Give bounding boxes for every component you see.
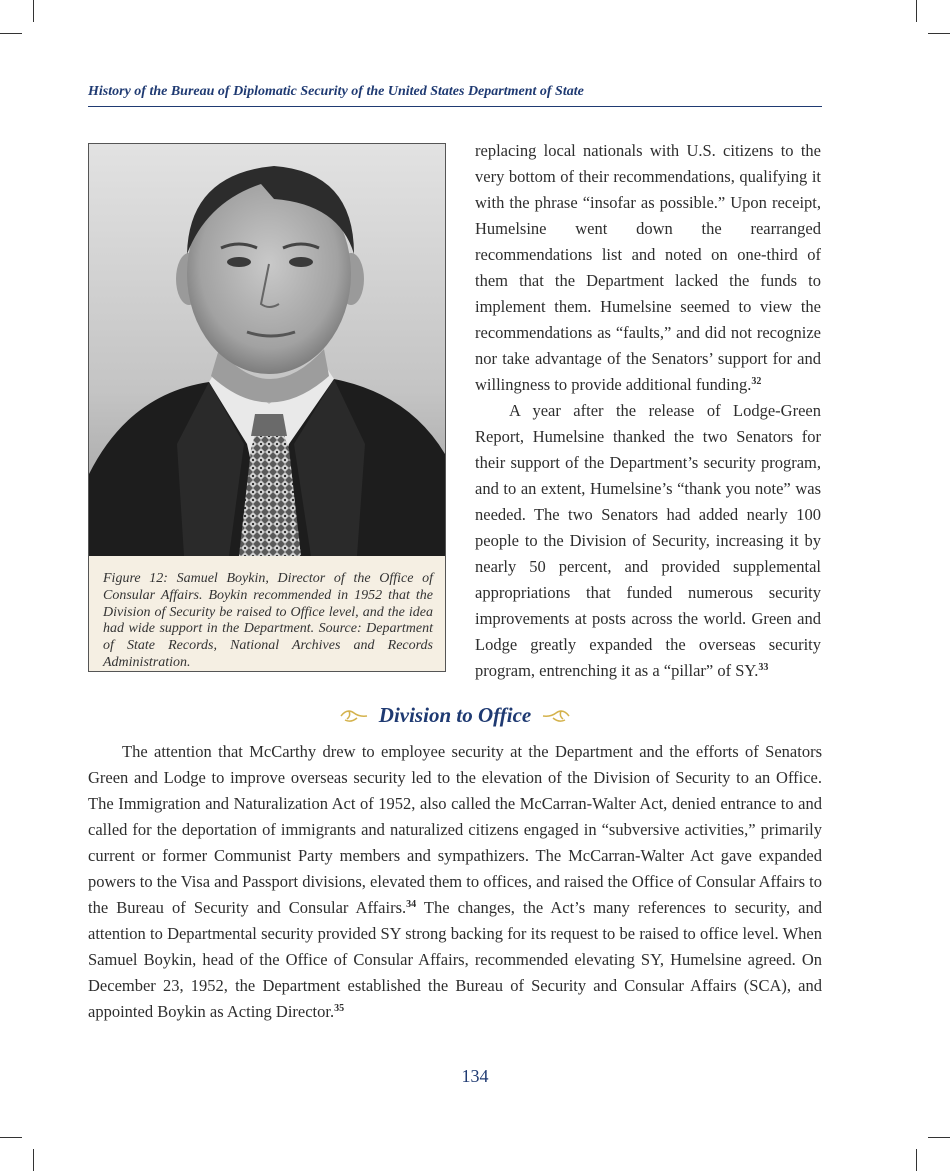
section-heading bbox=[88, 703, 822, 733]
paragraph-text: A year after the release of Lodge-Green Report, Humelsine thanked the two Senators for their support of the Department’s security program, and to an extent, Humelsine’s “thank you note” was needed. The two Senators had added nearly 100 people to the Division of Security, increasing it by nearly 50 percent, and provided supplemental appropriations that funded numerous security improvements at posts across the world. Green and Lodge greatly expanded the overseas security program, entrenching it as a “pillar” of SY. bbox=[475, 401, 821, 680]
running-header: History of the Bureau of Diplomatic Security of the United States Department of State bbox=[88, 84, 584, 99]
header-rule bbox=[88, 106, 822, 107]
paragraph-text: The attention that McCarthy drew to employee security at the Department and the efforts of Senators Green and Lodge to improve overseas security led to the elevation of the Division of Security to an Office. The Immigration and Naturalization Act of 1952, also called the McCarran-Walter Act, denied entrance to and called for the deportation of immigrants and naturalized citizens engaged in “subversive activities,” primarily current or former Communist Party members and sympathizers. The McCarran-Walter Act gave expanded powers to the Visa and Passport divisions, elevated them to offices, and raised the Office of Consular Affairs to the Bureau of Security and Consular Affairs. bbox=[88, 742, 822, 917]
crop-mark bbox=[0, 1137, 22, 1138]
paragraph-text: replacing local nationals with U.S. citizens to the very bottom of their recommendations, qualifying it with the phrase “insofar as possible.” Upon receipt, Humelsine went down the rearranged recommendations list and noted on one-third of them that the Department lacked the funds to implement them. Humelsine seemed to view the recommendations as “faults,” and did not recognize nor take advantage of the Senators’ support for and willingness to provide additional funding. bbox=[475, 141, 821, 394]
left-flourish-icon bbox=[339, 707, 369, 725]
crop-mark bbox=[0, 33, 22, 34]
right-column bbox=[475, 138, 821, 684]
endnote-ref: 32 bbox=[751, 376, 762, 387]
portrait-photo bbox=[89, 144, 445, 556]
crop-mark bbox=[928, 1137, 950, 1138]
crop-mark bbox=[916, 1149, 917, 1171]
crop-mark bbox=[33, 1149, 34, 1171]
section-title: Division to Office bbox=[378, 703, 532, 727]
main-paragraph bbox=[88, 739, 822, 1025]
paragraph bbox=[475, 398, 821, 684]
figure-caption: Figure 12: Samuel Boykin, Director of the Office of Consular Affairs. Boykin recommended in 1952 that the Division of Security be raised to Office level, and the idea had wide support in the Department. Source: Department of State Records, National Archives and Records Administration. bbox=[103, 571, 433, 670]
endnote-ref: 34 bbox=[406, 899, 417, 910]
paragraph-text: The changes, the Act’s many references to security, and attention to Departmental security provided SY strong backing for its request to be raised to office level. When Samuel Boykin, head of the Office of Consular Affairs, recommended elevating SY, Humelsine agreed. On December 23, 1952, the Department established the Bureau of Security and Consular Affairs (SCA), and appointed Boykin as Acting Director. bbox=[88, 898, 822, 1021]
page-number: 134 bbox=[461, 1066, 489, 1086]
crop-mark bbox=[33, 0, 34, 22]
endnote-ref: 33 bbox=[758, 662, 769, 673]
figure-12 bbox=[88, 143, 446, 672]
right-flourish-icon bbox=[541, 707, 571, 725]
crop-mark bbox=[916, 0, 917, 22]
crop-mark bbox=[928, 33, 950, 34]
paragraph bbox=[475, 138, 821, 398]
endnote-ref: 35 bbox=[334, 1003, 345, 1014]
